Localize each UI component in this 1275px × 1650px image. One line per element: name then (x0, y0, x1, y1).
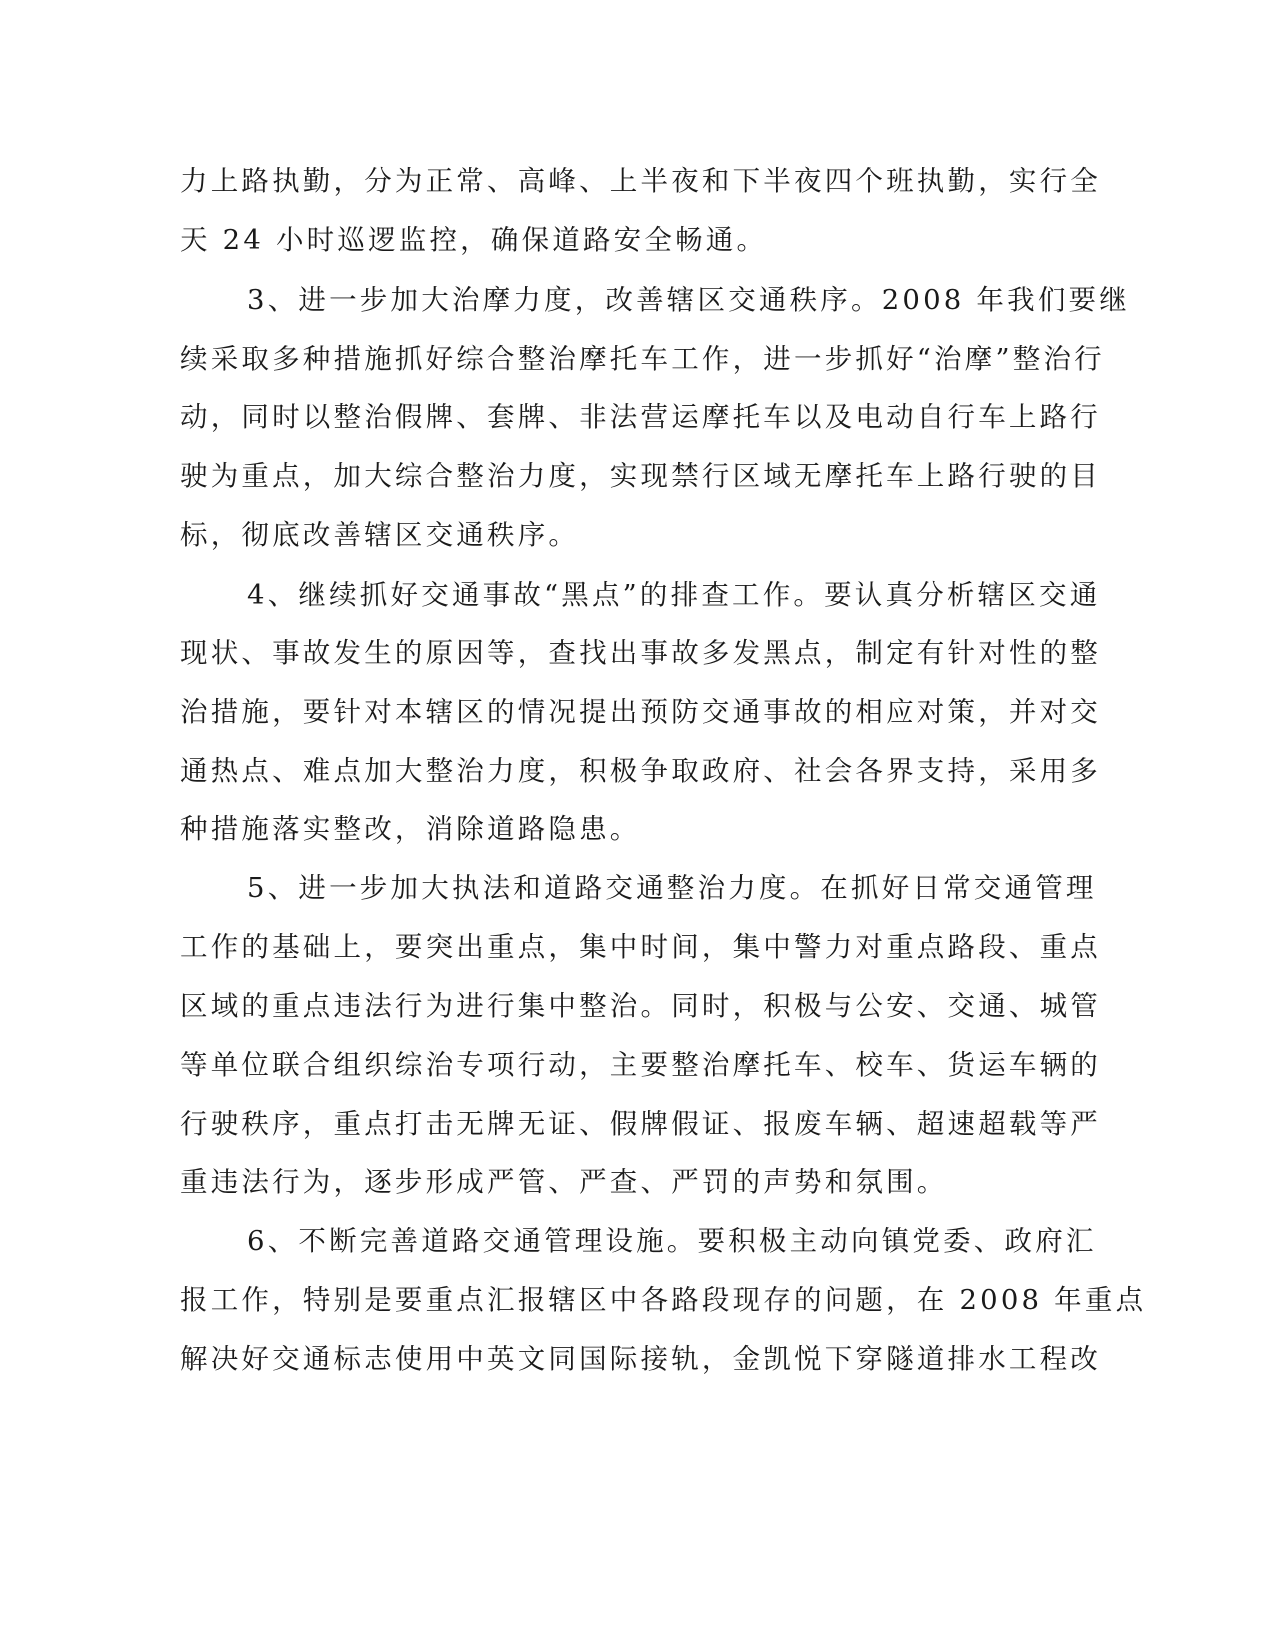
text-line: 重违法行为，逐步形成严管、严查、严罚的声势和氛围。 (180, 1166, 948, 1198)
text-line: 工作的基础上，要突出重点，集中时间，集中警力对重点路段、重点 (180, 931, 1101, 963)
text-line: 治措施，要针对本辖区的情况提出预防交通事故的相应对策，并对交 (180, 696, 1101, 728)
text-line: 力上路执勤，分为正常、高峰、上半夜和下半夜四个班执勤，实行全 (180, 165, 1101, 197)
paragraph-4-first-line: 4、继续抓好交通事故“黑点”的排查工作。要认真分析辖区交通 (247, 579, 1101, 611)
text-line: 等单位联合组织综治专项行动，主要整治摩托车、校车、货运车辆的 (180, 1049, 1101, 1081)
text-line: 现状、事故发生的原因等，查找出事故多发黑点，制定有针对性的整 (180, 637, 1101, 669)
text-line: 行驶秩序，重点打击无牌无证、假牌假证、报废车辆、超速超载等严 (180, 1108, 1101, 1140)
text-line: 动，同时以整治假牌、套牌、非法营运摩托车以及电动自行车上路行 (180, 401, 1101, 433)
paragraph-5-first-line: 5、进一步加大执法和道路交通整治力度。在抓好日常交通管理 (247, 872, 1097, 904)
text-line: 区域的重点违法行为进行集中整治。同时，积极与公安、交通、城管 (180, 990, 1101, 1022)
text-line: 报工作，特别是要重点汇报辖区中各路段现存的问题，在 2008 年重点 (180, 1284, 1147, 1316)
text-line: 标，彻底改善辖区交通秩序。 (180, 519, 580, 551)
text-line: 解决好交通标志使用中英文同国际接轨，金凯悦下穿隧道排水工程改 (180, 1343, 1101, 1375)
text-line: 种措施落实整改，消除道路隐患。 (180, 813, 641, 845)
paragraph-3-first-line: 3、进一步加大治摩力度，改善辖区交通秩序。2008 年我们要继 (247, 284, 1130, 316)
text-line: 驶为重点，加大综合整治力度，实现禁行区域无摩托车上路行驶的目 (180, 460, 1101, 492)
text-line: 续采取多种措施抓好综合整治摩托车工作，进一步抓好“治摩”整治行 (180, 343, 1105, 375)
text-line: 通热点、难点加大整治力度，积极争取政府、社会各界支持，采用多 (180, 755, 1101, 787)
paragraph-6-first-line: 6、不断完善道路交通管理设施。要积极主动向镇党委、政府汇 (247, 1225, 1097, 1257)
text-line: 天 24 小时巡逻监控，确保道路安全畅通。 (180, 224, 768, 256)
